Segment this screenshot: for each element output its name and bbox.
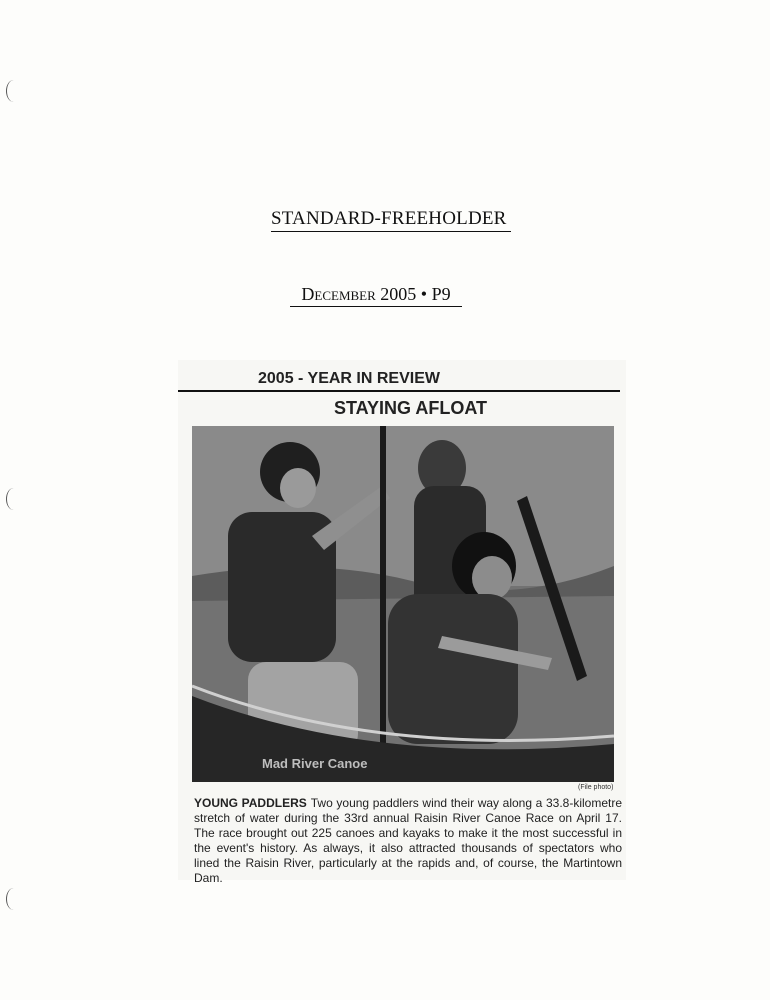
story-headline: STAYING AFLOAT — [334, 398, 487, 418]
canoe-race-photo-illustration — [192, 426, 614, 782]
dateline-year-page: 2005 • P9 — [375, 284, 451, 304]
caption-kicker: YOUNG PADDLERS — [194, 796, 307, 810]
canoe-race-photo — [192, 426, 614, 782]
section-rule — [178, 390, 620, 392]
canoe-hull-text: Mad River Canoe — [262, 756, 368, 771]
punch-hole-bottom — [6, 888, 21, 910]
photo-caption — [194, 796, 622, 886]
dateline-month: December — [301, 284, 376, 304]
caption-text: Two young paddlers wind their way along a 33.8-kilometre stretch of water during the 33rd annual Raisin River Canoe Race on April 17. The race brought out 225 canoes and kayaks to make it the most successful in the event's history. As always, it also attracted thousands of spectators who lined the Raisin River, particularly at the rapids and, of course, the Martintown Dam. — [194, 796, 623, 885]
newspaper-masthead: STANDARD-FREEHOLDER — [271, 208, 511, 232]
dateline — [290, 284, 462, 307]
punch-hole-middle — [6, 488, 21, 510]
photo-credit: (File photo) — [578, 784, 614, 791]
news-clipping — [178, 360, 626, 885]
punch-hole-top — [6, 80, 21, 102]
section-heading: 2005 - YEAR IN REVIEW — [258, 370, 440, 387]
